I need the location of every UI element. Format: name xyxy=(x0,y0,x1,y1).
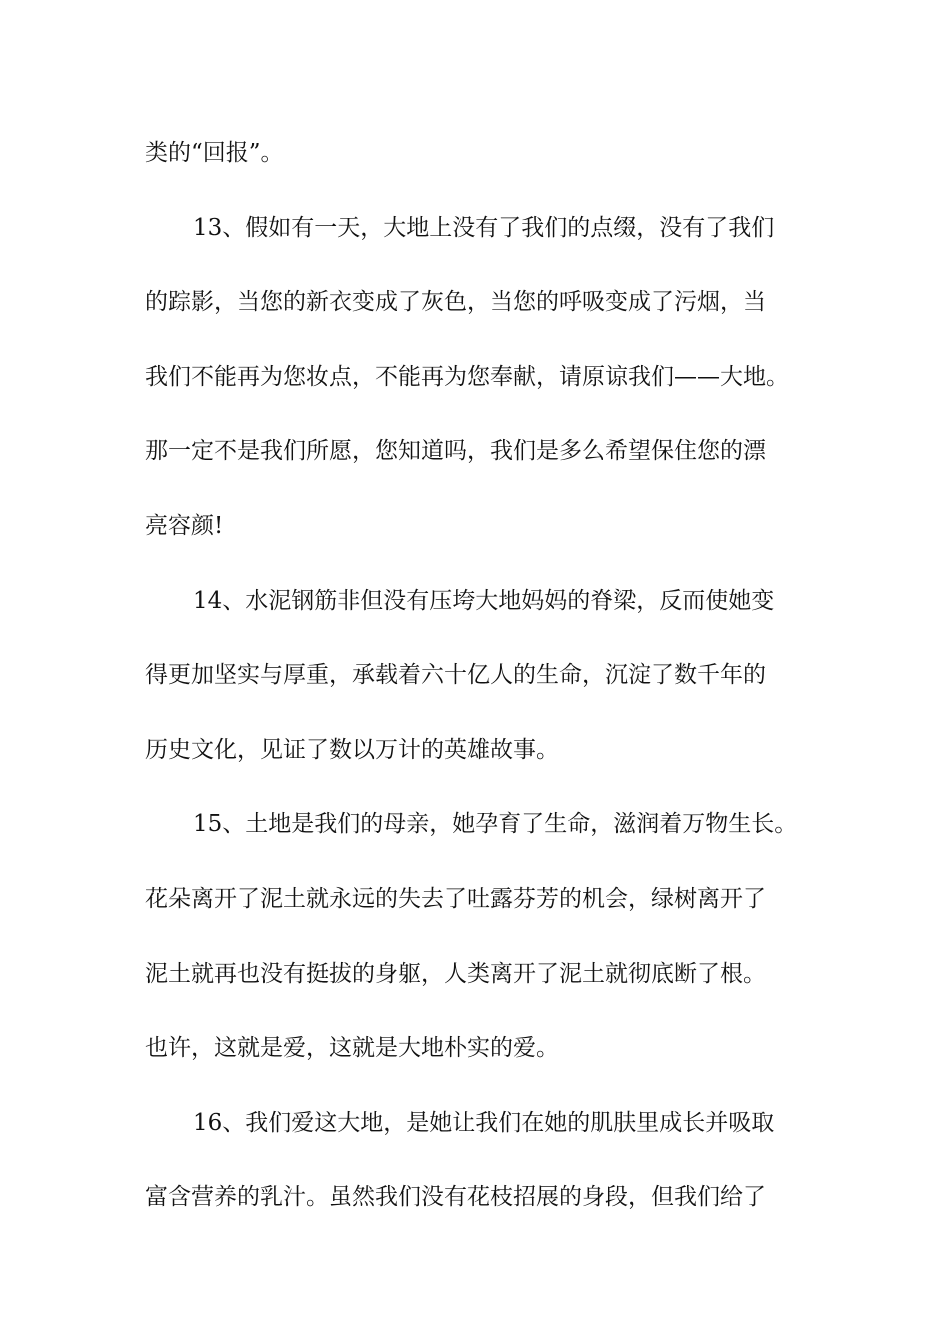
text-line: 花朵离开了泥土就永远的失去了吐露芬芳的机会，绿树离开了 xyxy=(145,885,766,912)
text-line: 的踪影，当您的新衣变成了灰色，当您的呼吸变成了污烟，当 xyxy=(145,289,766,316)
text-line: 泥土就再也没有挺拔的身躯，人类离开了泥土就彻底断了根。 xyxy=(145,960,766,987)
paragraph-13-first-line: 13、假如有一天，大地上没有了我们的点缀，没有了我们 xyxy=(193,214,775,241)
text-line: 富含营养的乳汁。虽然我们没有花枝招展的身段，但我们给了 xyxy=(145,1184,766,1211)
text-line: 得更加坚实与厚重，承载着六十亿人的生命，沉淀了数千年的 xyxy=(145,662,766,689)
text-line: 亮容颜! xyxy=(145,512,224,539)
text-line: 我们不能再为您妆点，不能再为您奉献，请原谅我们——大地。 xyxy=(145,363,789,390)
text-line: 那一定不是我们所愿，您知道吗，我们是多么希望保住您的漂 xyxy=(145,438,766,465)
paragraph-14-first-line: 14、水泥钢筋非但没有压垮大地妈妈的脊梁，反而使她变 xyxy=(193,587,775,614)
text-line: 也许，这就是爱，这就是大地朴实的爱。 xyxy=(145,1035,559,1062)
paragraph-16-first-line: 16、我们爱这大地，是她让我们在她的肌肤里成长并吸取 xyxy=(193,1109,775,1136)
document-body xyxy=(145,130,810,1249)
text-line: 历史文化，见证了数以万计的英雄故事。 xyxy=(145,736,559,763)
paragraph-15-first-line: 15、土地是我们的母亲，她孕育了生命，滋润着万物生长。 xyxy=(193,811,798,838)
text-line: 类的“回报”。 xyxy=(145,140,284,166)
